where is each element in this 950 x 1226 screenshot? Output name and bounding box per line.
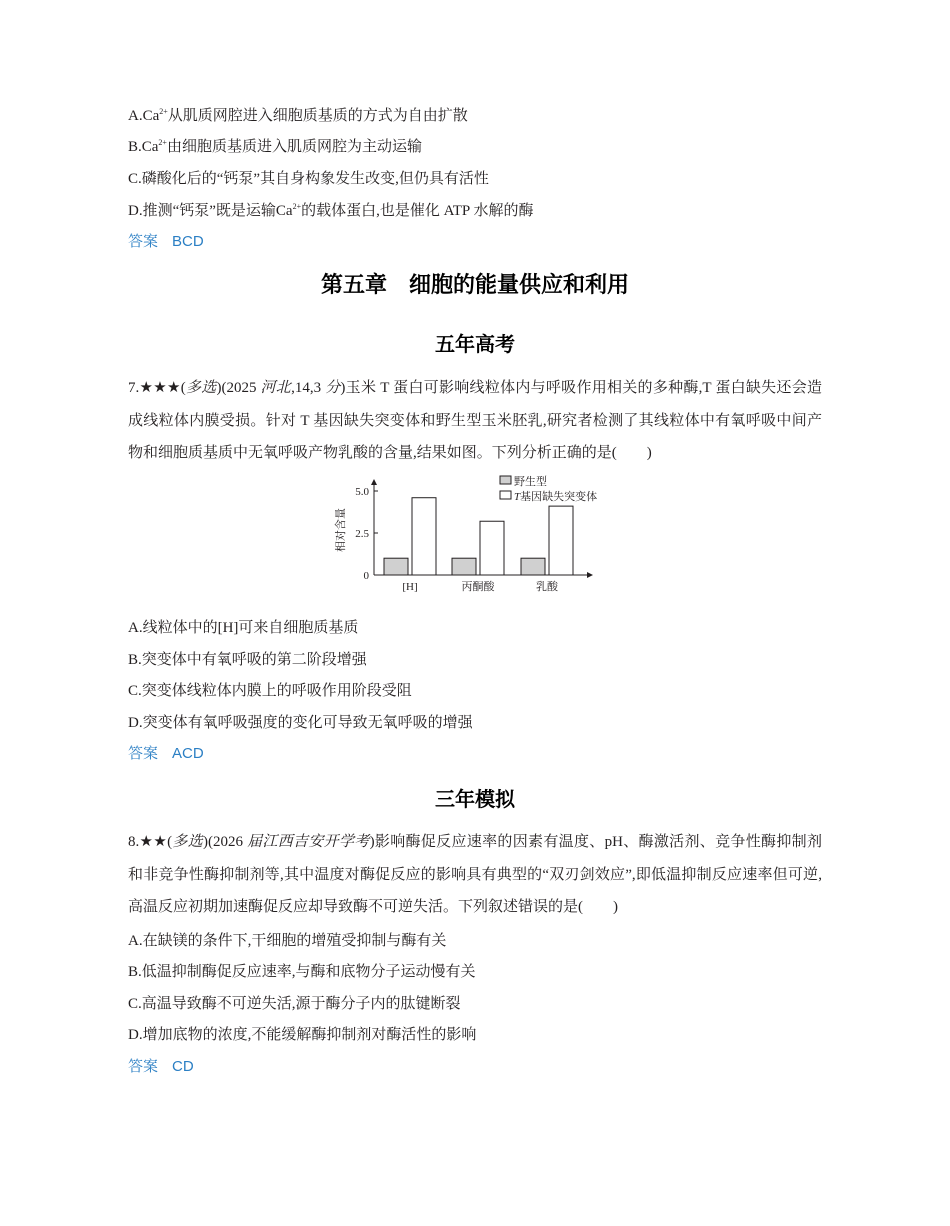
x-category-label: 丙酮酸: [461, 581, 495, 593]
section-title-five-year: 五年高考: [435, 332, 515, 356]
option-d-text: D.推测“钙泵”既是运输$Ca^{2+}$的载体蛋白,也是催化 ATP 水解的酶: [128, 202, 534, 219]
question-7-option-d: D.突变体有氧呼吸强度的变化可导致无氧呼吸的增强: [128, 715, 473, 731]
question-7-option-a: A.线粒体中的[H]可来自细胞质基质: [128, 620, 359, 636]
bar-wildtype: [521, 558, 545, 575]
answer-value: BCD: [172, 233, 204, 250]
question-7-answer-line: [128, 744, 204, 764]
y-tick-label: 2.5: [355, 528, 369, 540]
answer-line: [128, 232, 204, 252]
question-8-stem: 8.★★(多选)(2026 届江西吉安开学考)影响酶促反应速率的因素有温度、pH、酶激活剂、竞争性酶抑制剂和非竞争性酶抑制剂等,其中温度对酶促反应的影响具有典型的“双刃剑效应”,即低温抑制反应速率但可逆,高温反应初期加速酶促反应却导致酶不可逆失活。下列叙述错误的是( ): [128, 834, 822, 915]
x-category-label: [H]: [402, 581, 418, 593]
legend-swatch-mutant: [500, 491, 511, 499]
answer-label: 答案: [128, 233, 159, 250]
question-8-option-b: B.低温抑制酶促反应速率,与酶和底物分子运动慢有关: [128, 964, 476, 980]
bar-mutant: [480, 521, 504, 575]
legend-label-mutant: T基因缺失突变体: [514, 491, 598, 503]
bar-wildtype: [452, 558, 476, 575]
section-title-three-year: 三年模拟: [435, 787, 515, 811]
y-tick-label: 5.0: [355, 486, 369, 498]
legend-label-wildtype: 野生型: [514, 476, 547, 488]
question-8-option-a: A.在缺镁的条件下,干细胞的增殖受抑制与酶有关: [128, 933, 447, 949]
y-tick-label: 0: [363, 570, 369, 582]
legend-swatch-wildtype: [500, 476, 511, 484]
question-7-option-b: B.突变体中有氧呼吸的第二阶段增强: [128, 652, 367, 668]
question-8-option-c: C.高温导致酶不可逆失活,源于酶分子内的肽键断裂: [128, 996, 461, 1012]
bar-mutant: [412, 498, 436, 575]
option-a-text: $A.Ca^{2+}$从肌质网腔进入细胞质基质的方式为自由扩散: [128, 107, 468, 124]
question-7-stem: 7.★★★(多选)(2025 河北,14,3 分)玉米 T 蛋白可影响线粒体内与呼吸作用相关的多种酶,T 蛋白缺失还会造成线粒体内膜受损。针对 T 基因缺失突变体和野生型玉米胚乳,研究者检测了其线粒体中有氧呼吸中间产物和细胞质基质中无氧呼吸产物乳酸的含量,结果如图。下列分析正确的是( ): [128, 380, 822, 461]
y-axis-label: 相对含量: [335, 508, 347, 552]
option-c-text: C.磷酸化后的“钙泵”其自身构象发生改变,但仍具有活性: [128, 171, 489, 187]
question-7-option-c: C.突变体线粒体内膜上的呼吸作用阶段受阻: [128, 683, 412, 699]
chapter-title: 第五章 细胞的能量供应和利用: [320, 273, 629, 298]
x-category-label: 乳酸: [536, 581, 558, 593]
bar-mutant: [549, 506, 573, 575]
answer-value: ACD: [172, 745, 204, 762]
question-8-prefix: 8.★★(多选)(2026 届江西吉安开学考): [128, 834, 375, 850]
answer-value: CD: [172, 1058, 194, 1075]
question-8-option-d: D.增加底物的浓度,不能缓解酶抑制剂对酶活性的影响: [128, 1027, 477, 1043]
answer-label: 答案: [128, 745, 159, 762]
bar-wildtype: [384, 558, 408, 575]
bar-chart: [330, 472, 600, 598]
answer-label: 答案: [128, 1058, 159, 1075]
question-7-prefix: 7.★★★(多选)(2025 河北,14,3 分): [128, 380, 346, 396]
question-8-answer-line: [128, 1057, 194, 1077]
option-b-text: $B.Ca^{2+}$由细胞质基质进入肌质网腔为主动运输: [128, 138, 422, 155]
